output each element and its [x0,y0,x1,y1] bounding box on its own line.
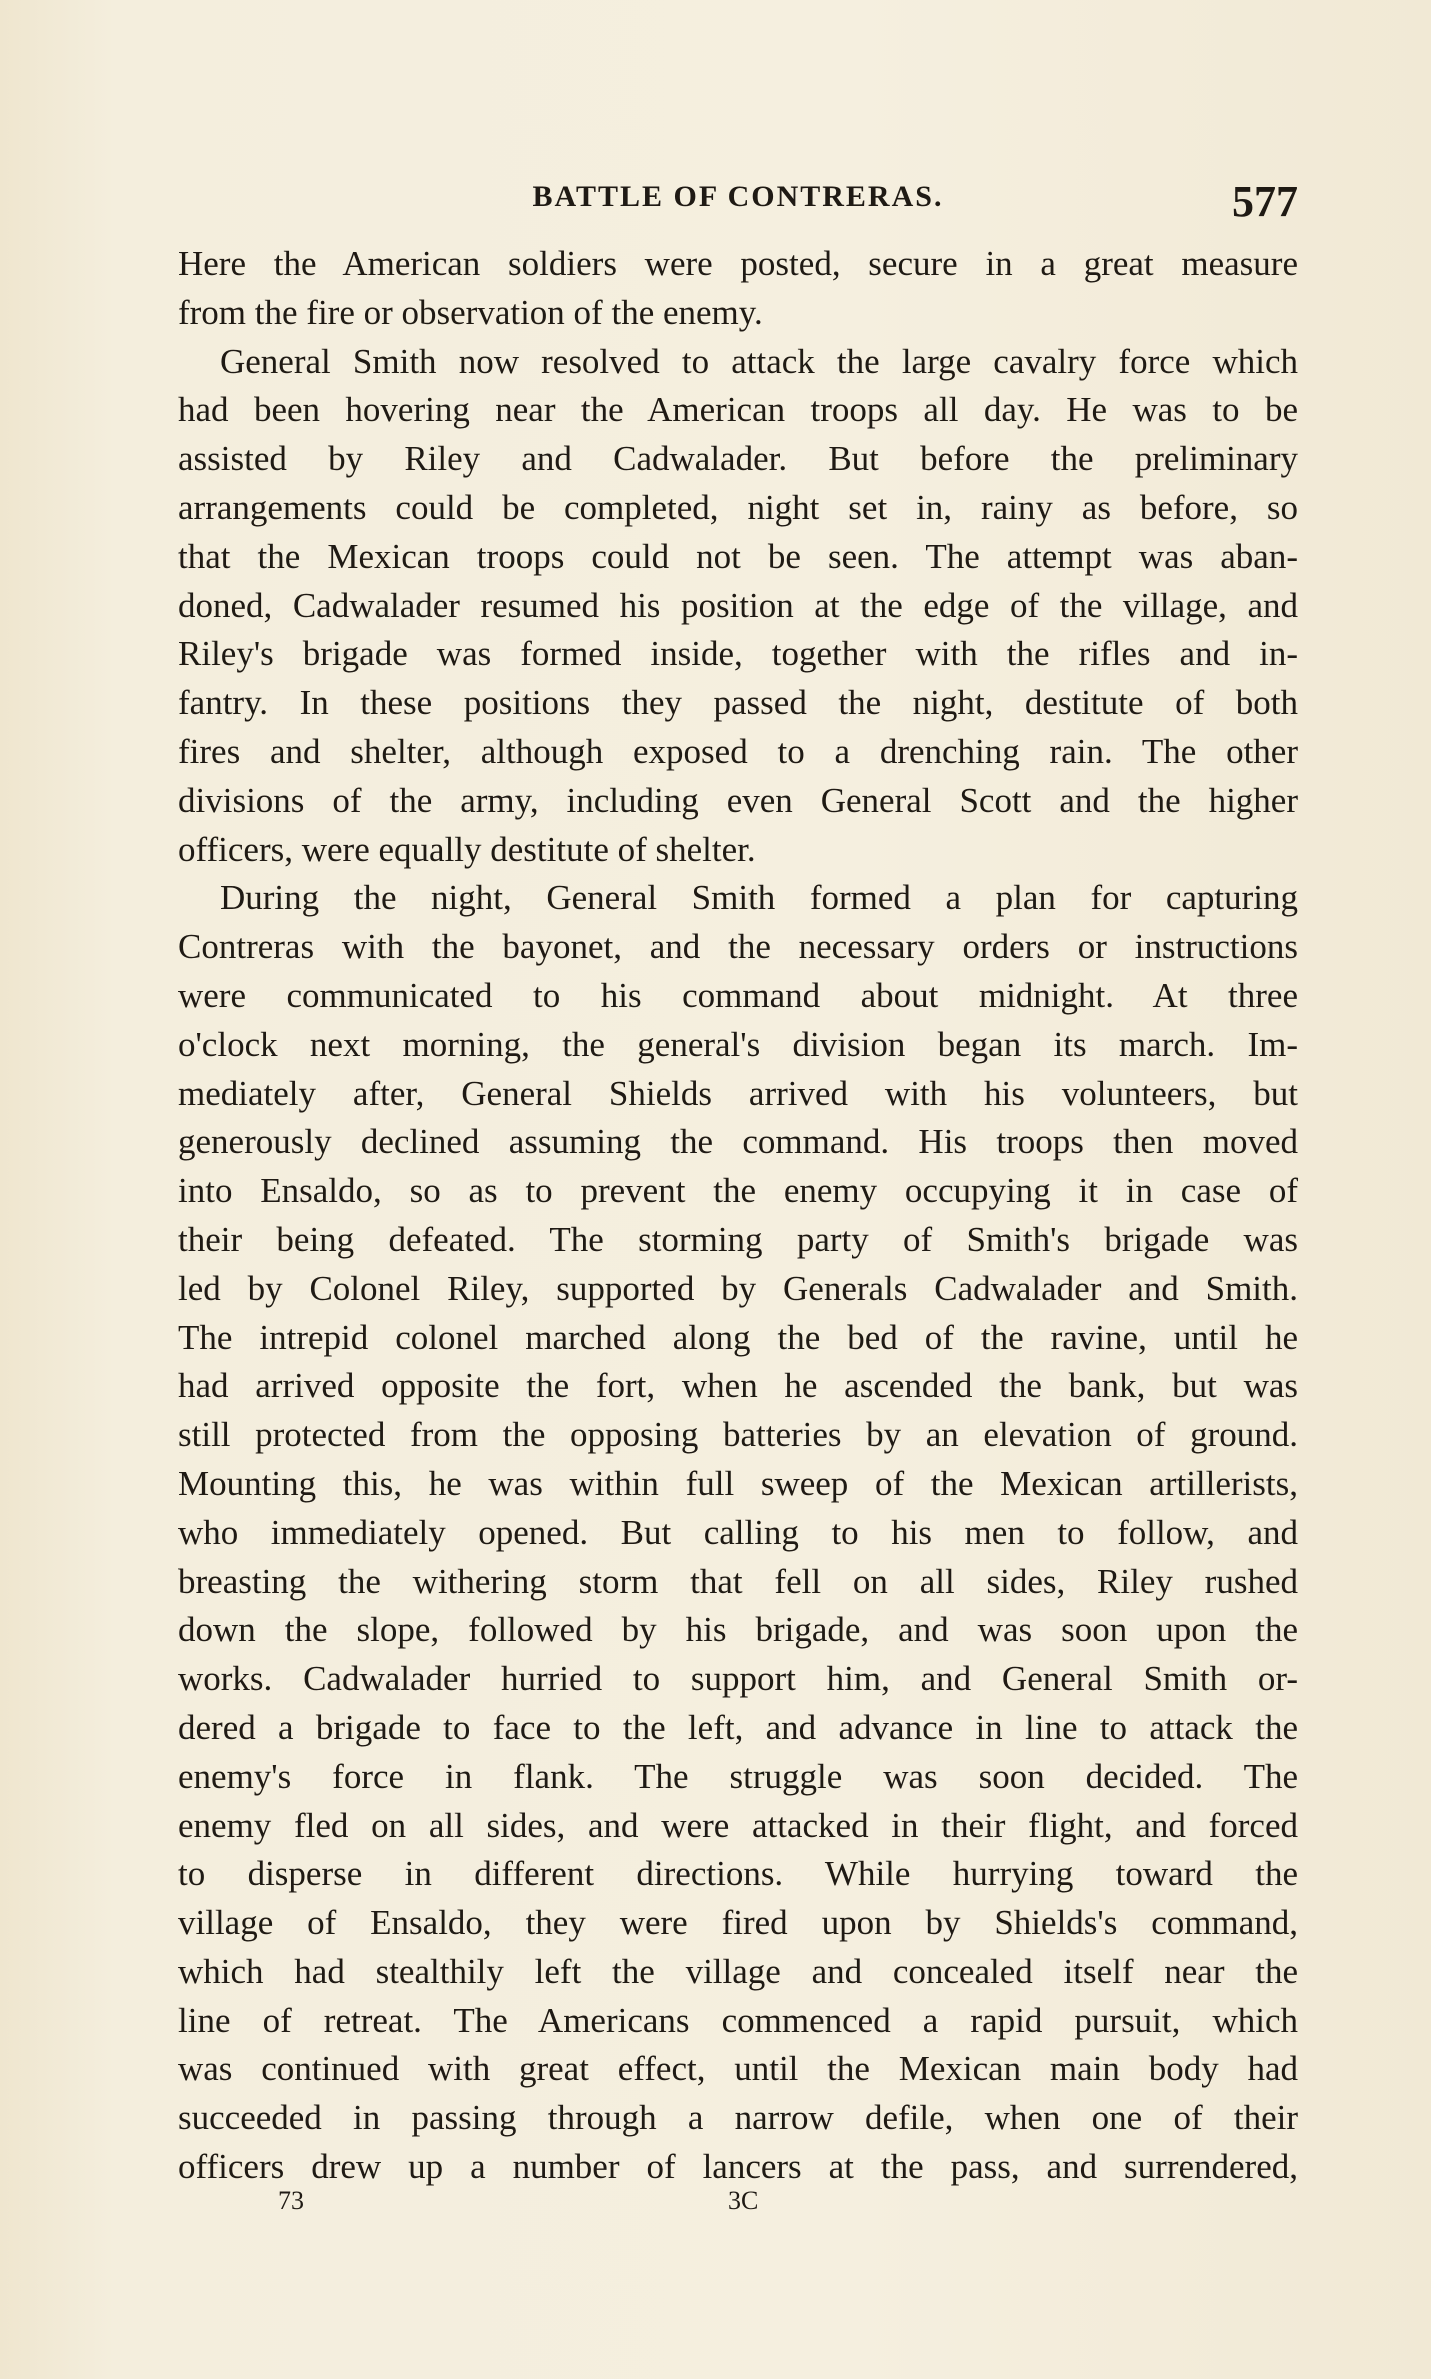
text-line: mediately after, General Shields arrived with his volunteers, but [178,1073,1298,1113]
text-line: Riley's brigade was formed inside, together with the rifles and in- [178,634,1298,674]
text-line: generously declined assuming the command. His troops then moved [178,1122,1298,1162]
text-line: divisions of the army, including even General Scott and the higher [178,780,1298,820]
running-head: BATTLE OF CONTRERAS. [532,180,944,213]
text-line: still protected from the opposing batteries by an elevation of ground. [178,1415,1298,1455]
text-line: officers, were equally destitute of shelter. [178,829,756,869]
text-line: During the night, General Smith formed a plan for capturing [220,878,1298,918]
text-line: line of retreat. The Americans commenced a rapid pursuit, which [178,2000,1298,2040]
text-line: Contreras with the bayonet, and the necessary orders or instructions [178,927,1298,967]
text-line: o'clock next morning, the general's division began its march. Im- [178,1024,1298,1064]
text-line: their being defeated. The storming party of Smith's brigade was [178,1219,1298,1259]
text-line: doned, Cadwalader resumed his position at the edge of the village, and [178,585,1298,625]
text-line: was continued with great effect, until the Mexican main body had [178,2049,1298,2089]
text-line: that the Mexican troops could not be seen. The attempt was aban- [178,536,1298,576]
text-line: fires and shelter, although exposed to a drenching rain. The other [178,731,1298,771]
text-line: had arrived opposite the fort, when he ascended the bank, but was [178,1366,1298,1406]
text-line: dered a brigade to face to the left, and advance in line to attack the [178,1707,1298,1747]
text-line: village of Ensaldo, they were fired upon by Shields's command, [178,1903,1298,1943]
text-line: succeeded in passing through a narrow defile, when one of their [178,2098,1298,2138]
text-line: which had stealthily left the village and concealed itself near the [178,1951,1298,1991]
text-line: General Smith now resolved to attack the large cavalry force which [220,341,1298,381]
text-line: Mounting this, he was within full sweep of the Mexican artillerists, [178,1463,1298,1503]
text-line: enemy fled on all sides, and were attacked in their flight, and forced [178,1805,1298,1845]
text-line: Here the American soldiers were posted, secure in a great measure [178,244,1298,283]
text-line: were communicated to his command about midnight. At three [178,975,1298,1015]
text-line: breasting the withering storm that fell on all sides, Riley rushed [178,1561,1298,1601]
text-line: down the slope, followed by his brigade, and was soon upon the [178,1610,1298,1650]
text-line: who immediately opened. But calling to his men to follow, and [178,1512,1298,1552]
text-line: to disperse in different directions. While hurrying toward the [178,1854,1298,1894]
text-line: works. Cadwalader hurried to support him, and General Smith or- [178,1659,1298,1699]
text-line: The intrepid colonel marched along the bed of the ravine, until he [178,1317,1298,1357]
text-line: fantry. In these positions they passed the night, destitute of both [178,683,1298,723]
text-line: led by Colonel Riley, supported by Generals Cadwalader and Smith. [178,1268,1298,1308]
text-line: from the fire or observation of the enemy. [178,292,763,332]
signature-mark-left: 73 [278,2186,304,2215]
page-footer [178,2186,1298,2226]
text-line: into Ensaldo, so as to prevent the enemy occupying it in case of [178,1171,1298,1211]
text-line: had been hovering near the American troops all day. He was to be [178,390,1298,430]
text-line: officers drew up a number of lancers at the pass, and surrendered, [178,2147,1298,2187]
signature-mark-right: 3C [728,2186,759,2215]
page-header [178,176,1298,226]
body-text [178,240,1298,2192]
text-line: assisted by Riley and Cadwalader. But before the preliminary [178,439,1298,479]
text-line: enemy's force in flank. The struggle was soon decided. The [178,1756,1298,1796]
page-number: 577 [1232,177,1298,226]
text-line: arrangements could be completed, night set in, rainy as before, so [178,487,1298,527]
